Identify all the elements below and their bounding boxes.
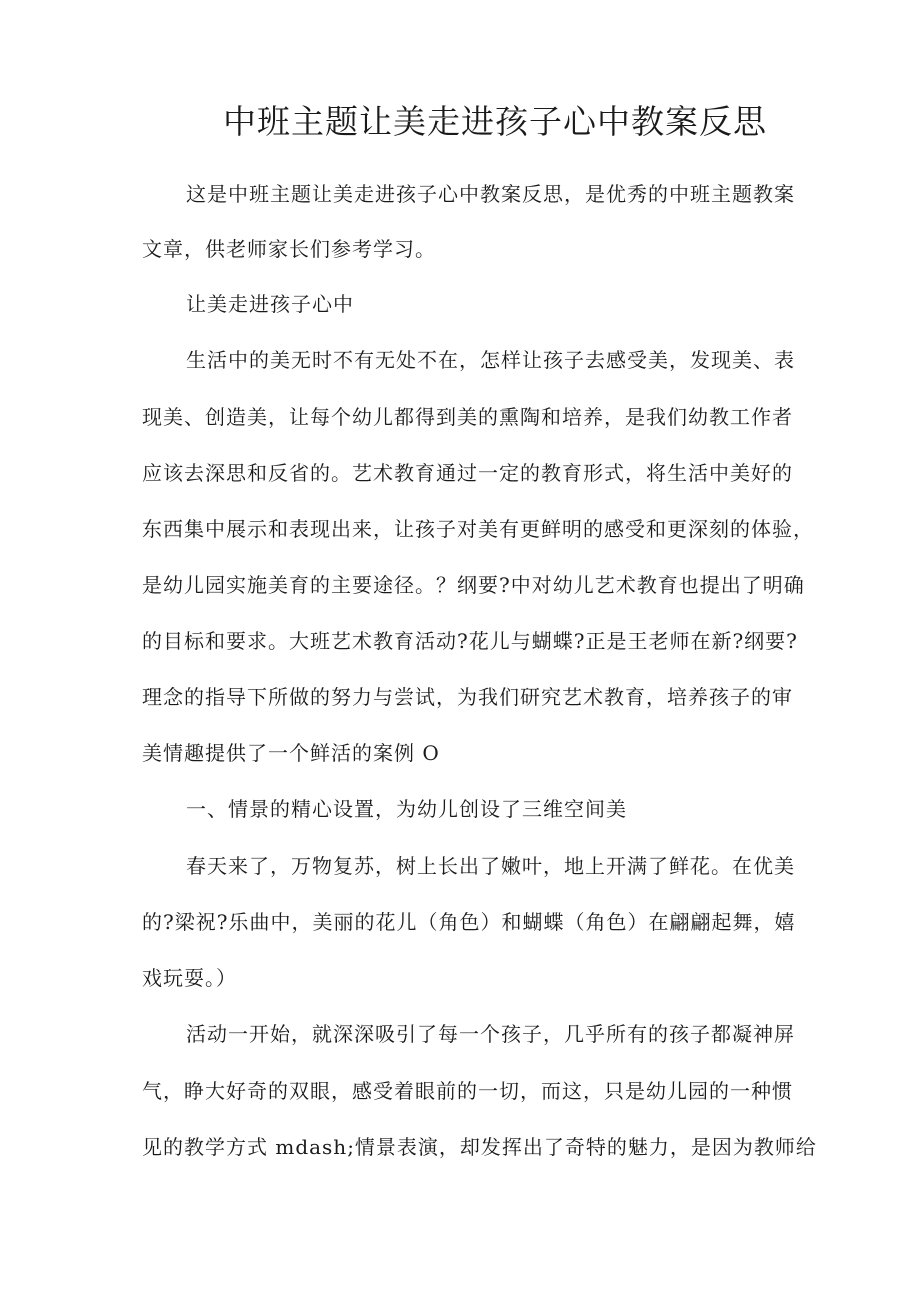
document-title: 中班主题让美走进孩子心中教案反思	[223, 102, 767, 141]
text-line: 这是中班主题让美走进孩子心中教案反思，是优秀的中班主题教案	[186, 182, 795, 206]
section-heading: 一、情景的精心设置，为幼儿创设了三维空间美	[186, 797, 627, 821]
text-line: 文章，供老师家长们参考学习。	[142, 237, 436, 261]
text-line: 见的教学方式 mdash;情景表演，却发挥出了奇特的魅力，是因为教师给	[142, 1135, 817, 1159]
text-line: 东西集中展示和表现出来，让孩子对美有更鲜明的感受和更深刻的体验，	[142, 517, 814, 541]
section-heading: 让美走进孩子心中	[186, 292, 354, 316]
text-line: 春天来了，万物复苏，树上长出了嫩叶，地上开满了鲜花。在优美	[186, 854, 795, 878]
text-line: 生活中的美无时不有无处不在，怎样让孩子去感受美，发现美、表	[186, 348, 795, 372]
text-line: 应该去深思和反省的。艺术教育通过一定的教育形式，将生活中美好的	[142, 461, 793, 485]
text-line: 理念的指导下所做的努力与尝试，为我们研究艺术教育，培养孩子的审	[142, 685, 793, 709]
text-line: 的目标和要求。大班艺术教育活动?花儿与蝴蝶?正是王老师在新?纲要?	[142, 629, 798, 653]
text-line: 的?梁祝?乐曲中，美丽的花儿（角色）和蝴蝶（角色）在翩翩起舞，嬉	[142, 910, 796, 934]
text-line: 气，睁大好奇的双眼，感受着眼前的一切，而这，只是幼儿园的一种惯	[142, 1079, 793, 1103]
text-line: 美情趣提供了一个鲜活的案例 O	[142, 741, 440, 765]
text-line: 戏玩耍。）	[142, 966, 237, 990]
text-line: 现美、创造美，让每个幼儿都得到美的熏陶和培养，是我们幼教工作者	[142, 405, 793, 429]
text-line: 是幼儿园实施美育的主要途径。？纲要?中对幼儿艺术教育也提出了明确	[142, 573, 805, 597]
text-line: 活动一开始，就深深吸引了每一个孩子，几乎所有的孩子都凝神屏	[186, 1022, 795, 1046]
